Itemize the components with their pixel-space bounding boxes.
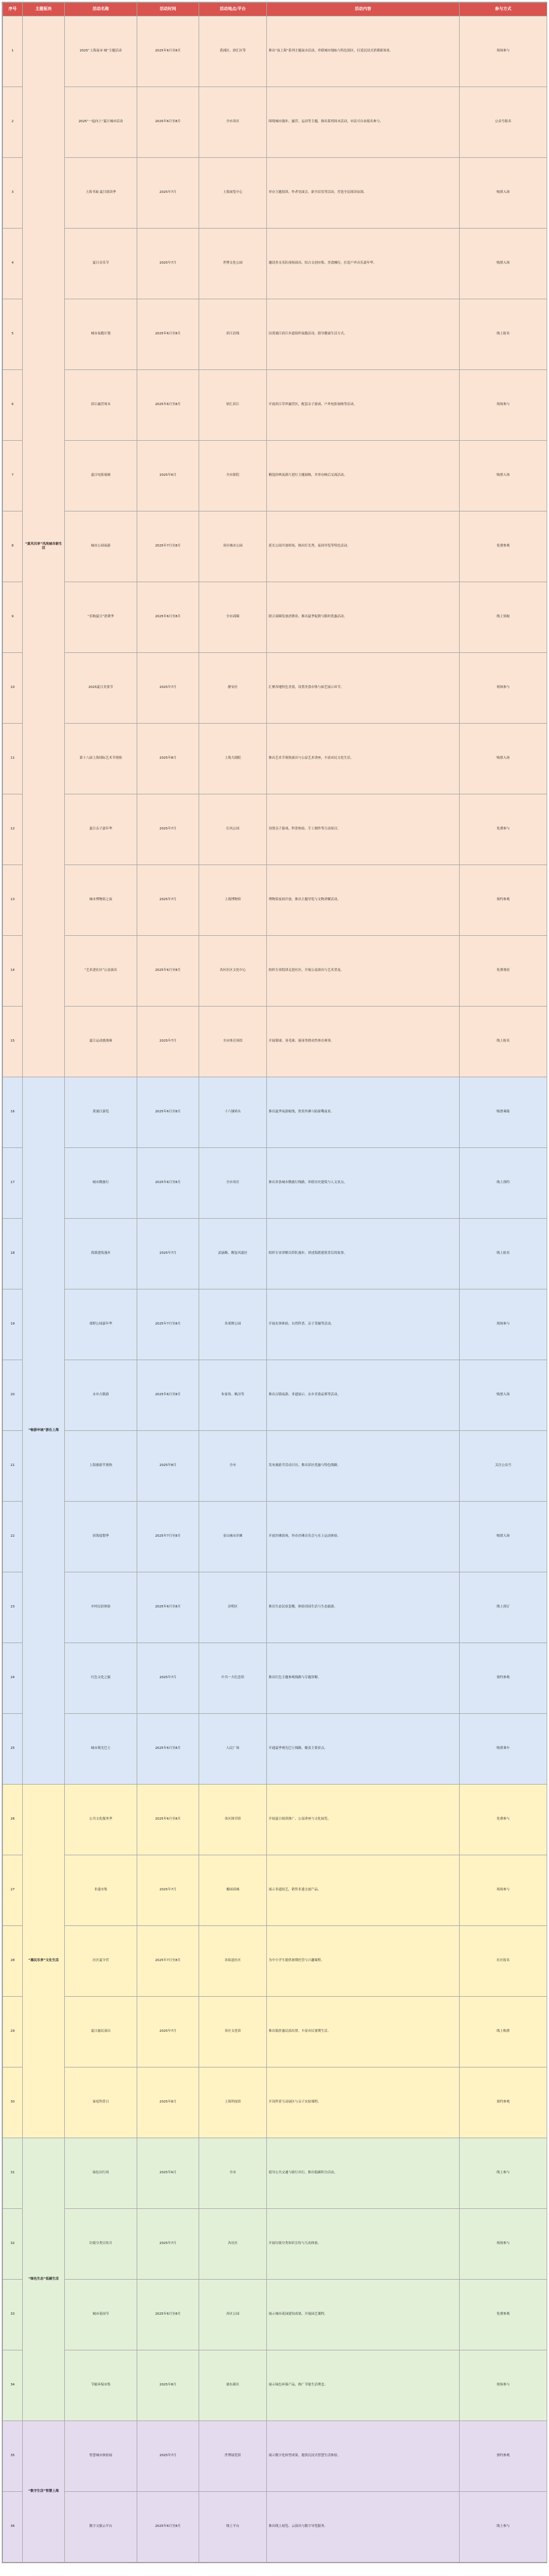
row-number: 4	[3, 229, 23, 299]
activity-place: 全市各区	[199, 1148, 267, 1219]
activity-name: 2025“上海夜市·城”主题活动	[65, 16, 137, 87]
activity-content: 倡导公共交通与骑行出行，推出低碳积分活动。	[267, 2138, 460, 2209]
activity-content: 推出多条城市微旅行线路，串联历史建筑与人文景点。	[267, 1148, 460, 1219]
activity-content: 精选经典及新片进行主题展映，并举办映后交流活动。	[267, 441, 460, 511]
table-row	[3, 1360, 547, 1431]
row-number: 21	[3, 1431, 23, 1502]
participation-method: 免费观看	[460, 936, 547, 1007]
participation-method: 公众号报名	[460, 87, 547, 158]
participation-method: 现场参与	[460, 1855, 547, 1926]
table-row	[3, 1855, 547, 1926]
activity-content: 推出古镇夜游、非遗展示、水乡美食品鉴等活动。	[267, 1360, 460, 1431]
activity-time: 2025年8月	[137, 1431, 199, 1502]
row-number: 35	[3, 2421, 23, 2492]
activity-content: 沿黄浦江滨江步道组织夜跑活动，倡导健康生活方式。	[267, 299, 460, 370]
activity-content: 开设科普互动展区与亲子实验课程。	[267, 2067, 460, 2138]
row-number: 2	[3, 87, 23, 158]
activity-name: 城市花园节	[65, 2280, 137, 2350]
activity-time: 2025年6月	[137, 2138, 199, 2209]
table-row	[3, 87, 547, 158]
participation-method: 预约参观	[460, 2067, 547, 2138]
activity-content: 围绕城市漫步、露营、运动等主题，推出系列周末活动，市民可自由报名参与。	[267, 87, 460, 158]
table-row	[3, 16, 547, 87]
activity-content: 开展篮球、羽毛球、游泳等群众性体育赛事。	[267, 1007, 460, 1077]
activity-content: 推出艺术节预热演出与公益艺术讲座，丰富市民文化生活。	[267, 724, 460, 794]
row-number: 20	[3, 1360, 23, 1431]
activity-time: 2025年7月	[137, 1997, 199, 2067]
participation-method: 线上参与	[460, 2492, 547, 2563]
table-row	[3, 1431, 547, 1502]
activity-content: 推出红色主题参观线路与专题讲解。	[267, 1643, 460, 1714]
activity-time: 2025年7月至8月	[137, 511, 199, 582]
activity-content: 为中小学生提供暑期托管与兴趣课程。	[267, 1926, 460, 1997]
activity-name: 上海旅游节预热	[65, 1431, 137, 1502]
table-row	[3, 1007, 547, 1077]
participation-method: 社区报名	[460, 1926, 547, 1997]
activity-time: 2025年7月	[137, 2421, 199, 2492]
activity-time: 2025年7月	[137, 1855, 199, 1926]
participation-method: 购票入场	[460, 1502, 547, 1572]
activity-time: 2025年8月	[137, 724, 199, 794]
activity-place: 各区社区文化中心	[199, 936, 267, 1007]
activity-content: 开展夏日阅读推广、公益讲座与文化展览。	[267, 1785, 460, 1855]
theme-cell: “数字生活”智慧上海	[23, 2421, 65, 2563]
table-row	[3, 794, 547, 865]
activity-place: 浦东新区	[199, 2350, 267, 2421]
activity-time: 2025年6月至8月	[137, 1360, 199, 1431]
activity-content: 举办主题阅读、作者见面会、新书首发等活动，营造全民阅读氛围。	[267, 158, 460, 229]
row-number: 12	[3, 794, 23, 865]
table-row	[3, 653, 547, 724]
table-row	[3, 1643, 547, 1714]
activity-time: 2025年6月至8月	[137, 1077, 199, 1148]
activity-content: 展示非遗技艺，销售非遗文创产品。	[267, 1855, 460, 1926]
activity-time: 2025年7月	[137, 794, 199, 865]
participation-method: 现场参与	[460, 1289, 547, 1360]
participation-method: 免费参与	[460, 794, 547, 865]
activity-place: 静安区	[199, 653, 267, 724]
col-join-header: 参与方式	[460, 3, 547, 16]
activity-place: 上海博物馆	[199, 865, 267, 936]
row-number: 36	[3, 2492, 23, 2563]
col-place-header: 活动地点/平台	[199, 3, 267, 16]
participation-method: 预约参观	[460, 865, 547, 936]
theme-cell: “畅游申城”游在上海	[23, 1077, 65, 1785]
activity-place: 线上平台	[199, 2492, 267, 2563]
participation-method: 预约参观	[460, 1643, 547, 1714]
activity-time: 2025年6月	[137, 441, 199, 511]
activity-time: 2025年7月	[137, 1007, 199, 1077]
theme-cell: “绿色生态”低碳生活	[23, 2138, 65, 2421]
activity-content: 推出“夜上海”系列主题夜市活动，串联城市地标与特色街区，打造沉浸式消费新场景。	[267, 16, 460, 87]
activity-content: 展示绿色环保产品，推广节能生活理念。	[267, 2350, 460, 2421]
activity-name: 城市博物馆之夜	[65, 865, 137, 936]
table-row	[3, 441, 547, 511]
activity-name: 绿色出行周	[65, 2138, 137, 2209]
activity-name: 夏日运动挑战赛	[65, 1007, 137, 1077]
row-number: 33	[3, 2280, 23, 2350]
activity-name: 社区夏令营	[65, 1926, 137, 1997]
row-number: 6	[3, 370, 23, 441]
activity-place: 徐汇滨江	[199, 370, 267, 441]
activity-time: 2025年6月至8月	[137, 16, 199, 87]
activity-name: 上海书展·夏日阅读季	[65, 158, 137, 229]
activity-place: 人民广场	[199, 1714, 267, 1785]
activity-place: 上海大剧院	[199, 724, 267, 794]
activity-place: 各街道社区	[199, 1926, 267, 1997]
row-number: 11	[3, 724, 23, 794]
activity-place: 各社区	[199, 2209, 267, 2280]
activity-name: 2025夏日美食节	[65, 653, 137, 724]
activity-name: 夏日惠民演出	[65, 1997, 137, 2067]
row-number: 1	[3, 16, 23, 87]
activity-name: 乡村民宿体验	[65, 1572, 137, 1643]
activity-place: 豫园商城	[199, 1855, 267, 1926]
activity-place: 各区城市公园	[199, 511, 267, 582]
row-number: 32	[3, 2209, 23, 2280]
activity-name: 水乡古镇游	[65, 1360, 137, 1431]
activity-time: 2025年6月至8月	[137, 299, 199, 370]
table-row	[3, 582, 547, 653]
activity-time: 2025年6月至8月	[137, 582, 199, 653]
row-number: 7	[3, 441, 23, 511]
table-body	[3, 16, 547, 2563]
activity-name: 滨海度假季	[65, 1502, 137, 1572]
activity-place: 中共一大纪念馆	[199, 1643, 267, 1714]
table-row	[3, 1219, 547, 1289]
table-row	[3, 1148, 547, 1219]
participation-method: 线上预订	[460, 1572, 547, 1643]
participation-method: 购票乘车	[460, 1714, 547, 1785]
table-row	[3, 2138, 547, 2209]
row-number: 15	[3, 1007, 23, 1077]
table-row	[3, 865, 547, 936]
activity-time: 2025年6月至8月	[137, 1148, 199, 1219]
participation-method: 购票入场	[460, 441, 547, 511]
activity-name: 公共文化服务季	[65, 1785, 137, 1855]
col-name-header: 活动名称	[65, 3, 137, 16]
participation-method: 线上预约	[460, 1148, 547, 1219]
activity-name: 非遗市集	[65, 1855, 137, 1926]
activity-content: 开展垃圾分类知识宣传与互动体验。	[267, 2209, 460, 2280]
activity-name: 夏日音乐节	[65, 229, 137, 299]
activity-place: 全市	[199, 1431, 267, 1502]
activity-time: 2025年8月	[137, 2067, 199, 2138]
activity-content: 推出生态民宿套餐，体验田园生活与生态旅游。	[267, 1572, 460, 1643]
activity-name: 城市公园夜游	[65, 511, 137, 582]
theme-cell: “夏风共享”风尚城市新生活	[23, 16, 65, 1077]
row-number: 5	[3, 299, 23, 370]
col-theme-header: 主题板块	[23, 3, 65, 16]
table-row	[3, 1785, 547, 1855]
table-row	[3, 1572, 547, 1643]
row-number: 26	[3, 1785, 23, 1855]
activity-place: 金山城市沙滩	[199, 1502, 267, 1572]
participation-method: 预约参观	[460, 2421, 547, 2492]
activity-content: 组织专业院团走进社区，开展公益演出与艺术普及。	[267, 936, 460, 1007]
participation-method: 线上购票	[460, 1997, 547, 2067]
participation-method: 购票入场	[460, 158, 547, 229]
activity-time: 2025年6月至8月	[137, 2280, 199, 2350]
activity-place: 世博展览馆	[199, 2421, 267, 2492]
participation-method: 线上报名	[460, 299, 547, 370]
activity-name: 家庭科普日	[65, 2067, 137, 2138]
table-row	[3, 2209, 547, 2280]
activity-name: 数字文旅云平台	[65, 2492, 137, 2563]
activity-time: 2025年7月	[137, 158, 199, 229]
activity-name: 滨江露营周末	[65, 370, 137, 441]
activity-content: 推出线上展览、云演出与数字导览服务。	[267, 2492, 460, 2563]
participation-method: 购票入场	[460, 1360, 547, 1431]
table-row	[3, 1289, 547, 1360]
activity-time: 2025年7月至8月	[137, 1926, 199, 1997]
activity-name: “艺术进社区”公益演出	[65, 936, 137, 1007]
activity-sheet	[2, 2, 547, 2563]
activity-content: 开放滨江草坪露营区，配套亲子游戏、户外电影放映等活动。	[267, 370, 460, 441]
activity-place: 崇明区	[199, 1572, 267, 1643]
activity-content: 博物馆夜间开放，推出主题导览与文物讲解活动。	[267, 865, 460, 936]
activity-place: 各区文化馆	[199, 1997, 267, 2067]
table-row	[3, 2421, 547, 2492]
activity-time: 2025年7月	[137, 653, 199, 724]
table-row	[3, 1997, 547, 2067]
activity-time: 2025年6月至8月	[137, 2492, 199, 2563]
row-number: 13	[3, 865, 23, 936]
participation-method: 线上报名	[460, 1219, 547, 1289]
activity-content: 联合商圈发放消费券，推出夏季促销与限时优惠活动。	[267, 582, 460, 653]
activity-time: 2025年6月至8月	[137, 1572, 199, 1643]
theme-cell: “惠民乐享”文化生活	[23, 1785, 65, 2138]
activity-name: 2025“一起向上”夏日城市活动	[65, 87, 137, 158]
activity-time: 2025年7月至8月	[137, 1502, 199, 1572]
activity-content: 汇聚各地特色美食，设置美食市集与厨艺展示环节。	[267, 653, 460, 724]
participation-method: 现场参与	[460, 653, 547, 724]
activity-time: 2025年7月	[137, 865, 199, 936]
table-row	[3, 2067, 547, 2138]
activity-table	[2, 2, 547, 2563]
activity-place: 全市体育场馆	[199, 1007, 267, 1077]
activity-place: 上海展览中心	[199, 158, 267, 229]
activity-time: 2025年7月	[137, 229, 199, 299]
row-number: 10	[3, 653, 23, 724]
activity-place: 各区图书馆	[199, 1785, 267, 1855]
table-row	[3, 370, 547, 441]
participation-method: 购票乘船	[460, 1077, 547, 1148]
row-number: 25	[3, 1714, 23, 1785]
activity-name: 节能环保市集	[65, 2350, 137, 2421]
activity-time: 2025年6月至8月	[137, 1714, 199, 1785]
activity-name: 垃圾分类宣传月	[65, 2209, 137, 2280]
row-number: 29	[3, 1997, 23, 2067]
col-content-header: 活动内容	[267, 3, 460, 16]
row-number: 8	[3, 511, 23, 582]
activity-content: 开展农事体验、自然科普、亲子采摘等活动。	[267, 1289, 460, 1360]
activity-place: 全市商圈	[199, 582, 267, 653]
row-number: 34	[3, 2350, 23, 2421]
activity-place: 滨江沿线	[199, 299, 267, 370]
table-row	[3, 511, 547, 582]
activity-place: 世博文化公园	[199, 229, 267, 299]
activity-place: 武康路、衡复风貌区	[199, 1219, 267, 1289]
activity-time: 2025年8月	[137, 2350, 199, 2421]
activity-content: 开放沙滩浴场，举办沙滩音乐会与水上运动体验。	[267, 1502, 460, 1572]
col-no-header: 序号	[3, 3, 23, 16]
activity-time: 2025年6月至8月	[137, 370, 199, 441]
row-number: 31	[3, 2138, 23, 2209]
table-row	[3, 2492, 547, 2563]
activity-name: 夏日电影展映	[65, 441, 137, 511]
activity-name: 城市微旅行	[65, 1148, 137, 1219]
activity-time: 2025年7月	[137, 1643, 199, 1714]
activity-time: 2025年6月至8月	[137, 1785, 199, 1855]
row-number: 19	[3, 1289, 23, 1360]
activity-place: 全市	[199, 2138, 267, 2209]
row-number: 23	[3, 1572, 23, 1643]
participation-method: 现场参与	[460, 2350, 547, 2421]
participation-method: 现场参与	[460, 16, 547, 87]
participation-method: 线上报名	[460, 1007, 547, 1077]
activity-place: 各郊野公园	[199, 1289, 267, 1360]
activity-time: 2025年6月至8月	[137, 87, 199, 158]
row-number: 27	[3, 1855, 23, 1926]
table-row	[3, 936, 547, 1007]
row-number: 17	[3, 1148, 23, 1219]
activity-name: 城市观光巴士	[65, 1714, 137, 1785]
row-number: 22	[3, 1502, 23, 1572]
col-time-header: 活动时间	[137, 3, 199, 16]
participation-method: 现场参与	[460, 370, 547, 441]
activity-place: 长风公园	[199, 794, 267, 865]
activity-name: 红色文化之旅	[65, 1643, 137, 1714]
activity-name: 夏日亲子嘉年华	[65, 794, 137, 865]
activity-place: 十六铺码头	[199, 1077, 267, 1148]
table-row	[3, 299, 547, 370]
activity-content: 展示城市花园建设成果，开展园艺课程。	[267, 2280, 460, 2350]
activity-place: 黄浦区、徐汇区等	[199, 16, 267, 87]
row-number: 18	[3, 1219, 23, 1289]
table-row	[3, 1077, 547, 1148]
row-number: 9	[3, 582, 23, 653]
table-row	[3, 724, 547, 794]
activity-place: 全市各区	[199, 87, 267, 158]
participation-method: 购票入场	[460, 724, 547, 794]
table-row	[3, 2350, 547, 2421]
row-number: 30	[3, 2067, 23, 2138]
table-row	[3, 229, 547, 299]
activity-content: 展示数字化转型成果，提供沉浸式智慧生活体验。	[267, 2421, 460, 2492]
row-number: 24	[3, 1643, 23, 1714]
row-number: 14	[3, 936, 23, 1007]
participation-method: 线上参与	[460, 2138, 547, 2209]
activity-name: 城市夜跑计划	[65, 299, 137, 370]
row-number: 16	[3, 1077, 23, 1148]
activity-content: 开通夏季观光巴士线路，覆盖主要景点。	[267, 1714, 460, 1785]
activity-content: 推出夏季夜游航线，欣赏外滩与陆家嘴夜景。	[267, 1077, 460, 1148]
activity-place: 上海科技馆	[199, 2067, 267, 2138]
activity-content: 组织专业讲解员带队漫步，讲述海派建筑背后的故事。	[267, 1219, 460, 1289]
participation-method: 免费参观	[460, 511, 547, 582]
activity-time: 2025年6月至8月	[137, 936, 199, 1007]
activity-content: 推出低价惠民演出票，丰富市民暑期生活。	[267, 1997, 460, 2067]
activity-name: 黄浦江游览	[65, 1077, 137, 1148]
table-row	[3, 1926, 547, 1997]
header-row	[3, 3, 547, 16]
participation-method: 购票入场	[460, 229, 547, 299]
participation-method: 免费参与	[460, 1785, 547, 1855]
activity-name: 海派建筑漫步	[65, 1219, 137, 1289]
table-row	[3, 2280, 547, 2350]
activity-content: 设置亲子游戏、科普体验、手工制作等互动项目。	[267, 794, 460, 865]
row-number: 28	[3, 1926, 23, 1997]
participation-method: 现场参与	[460, 2209, 547, 2280]
activity-time: 2025年7月	[137, 1219, 199, 1289]
activity-place: 各区公园	[199, 2280, 267, 2350]
row-number: 3	[3, 158, 23, 229]
activity-content: 延长公园开放时间，推出灯光秀、夜间导览等特色活动。	[267, 511, 460, 582]
activity-place: 全市影院	[199, 441, 267, 511]
activity-time: 2025年7月	[137, 2209, 199, 2280]
activity-content: 发布旅游节活动日历，推出景区优惠与特色线路。	[267, 1431, 460, 1502]
activity-name: “乐购夏日”消费季	[65, 582, 137, 653]
table-row	[3, 158, 547, 229]
table-row	[3, 1502, 547, 1572]
activity-content: 邀请多支乐队现场演出，结合文创市集、美食摊位，打造户外音乐嘉年华。	[267, 229, 460, 299]
participation-method: 线上领取	[460, 582, 547, 653]
activity-name: 智慧城市体验展	[65, 2421, 137, 2492]
participation-method: 关注公众号	[460, 1431, 547, 1502]
participation-method: 免费参观	[460, 2280, 547, 2350]
activity-name: 第十八届上海国际艺术节预热	[65, 724, 137, 794]
table-row	[3, 1714, 547, 1785]
activity-place: 朱家角、枫泾等	[199, 1360, 267, 1431]
activity-name: 郊野公园嘉年华	[65, 1289, 137, 1360]
activity-time: 2025年7月至8月	[137, 1289, 199, 1360]
